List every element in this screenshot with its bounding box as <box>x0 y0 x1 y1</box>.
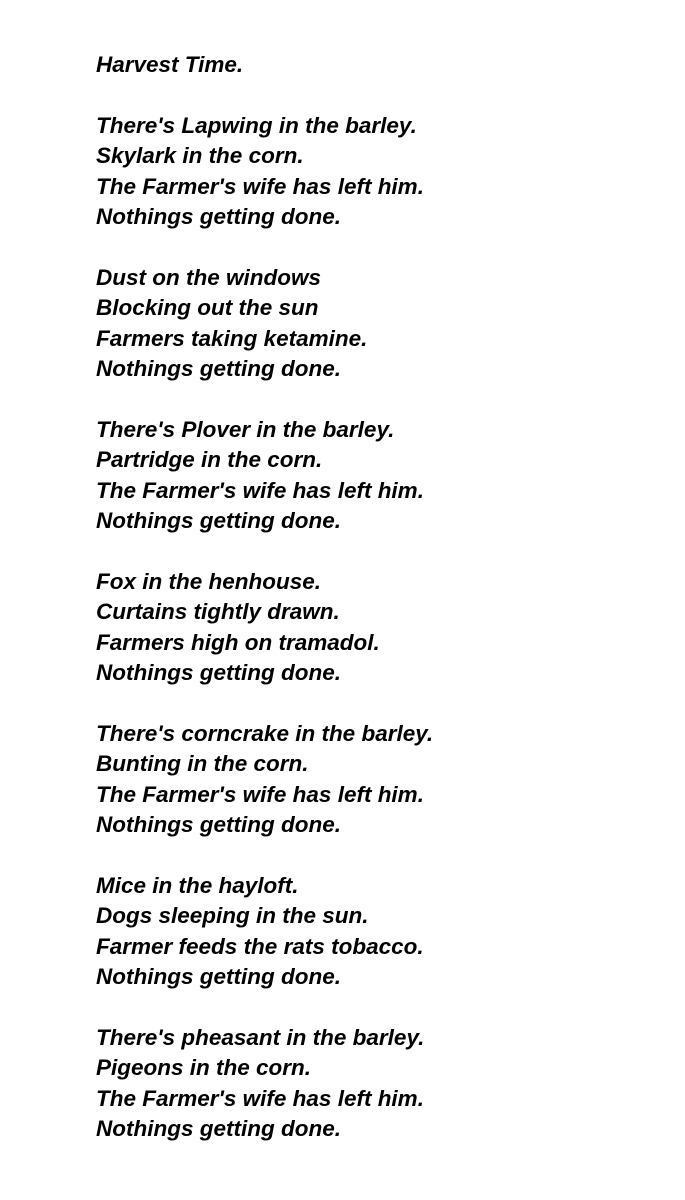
stanza-line: Curtains tightly drawn. <box>96 599 340 625</box>
stanza-line: Farmers high on tramadol. <box>96 629 380 655</box>
poem <box>96 50 676 1175</box>
stanza-line: The Farmer's wife has left him. <box>96 173 424 199</box>
poem-title: Harvest Time. <box>96 52 244 77</box>
stanza-line: Farmers taking ketamine. <box>96 325 368 351</box>
stanza-line: The Farmer's wife has left him. <box>96 477 424 503</box>
stanza-line: Nothings getting done. <box>96 812 341 838</box>
stanza-line: Nothings getting done. <box>96 660 341 686</box>
stanza-7 <box>96 1023 676 1145</box>
stanza-line: Dogs sleeping in the sun. <box>96 903 369 929</box>
stanza-2 <box>96 263 676 385</box>
stanza-line: Nothings getting done. <box>96 356 341 382</box>
stanza-line: Nothings getting done. <box>96 508 341 534</box>
stanza-line: Pigeons in the corn. <box>96 1055 312 1081</box>
stanza-5 <box>96 719 676 841</box>
stanza-line: Nothings getting done. <box>96 1116 341 1142</box>
stanza-line: Partridge in the corn. <box>96 447 323 473</box>
stanza-line: Nothings getting done. <box>96 204 341 230</box>
stanza-line: Fox in the henhouse. <box>96 568 322 594</box>
stanza-3 <box>96 415 676 537</box>
stanza-line: There's Lapwing in the barley. <box>96 112 417 138</box>
stanza-line: There's corncrake in the barley. <box>96 720 434 746</box>
stanza-4 <box>96 567 676 689</box>
stanza-1 <box>96 111 676 233</box>
stanza-line: Dust on the windows <box>96 264 321 290</box>
stanza-line: Nothings getting done. <box>96 964 341 990</box>
stanza-line: There's pheasant in the barley. <box>96 1024 425 1050</box>
stanza-line: Farmer feeds the rats tobacco. <box>96 933 424 959</box>
stanza-line: Blocking out the sun <box>96 295 319 321</box>
stanza-line: There's Plover in the barley. <box>96 416 395 442</box>
stanza-line: Bunting in the corn. <box>96 751 309 777</box>
stanza-line: The Farmer's wife has left him. <box>96 1085 424 1111</box>
stanza-line: The Farmer's wife has left him. <box>96 781 424 807</box>
stanza-6 <box>96 871 676 993</box>
stanza-line: Mice in the hayloft. <box>96 872 299 898</box>
stanza-line: Skylark in the corn. <box>96 143 304 169</box>
